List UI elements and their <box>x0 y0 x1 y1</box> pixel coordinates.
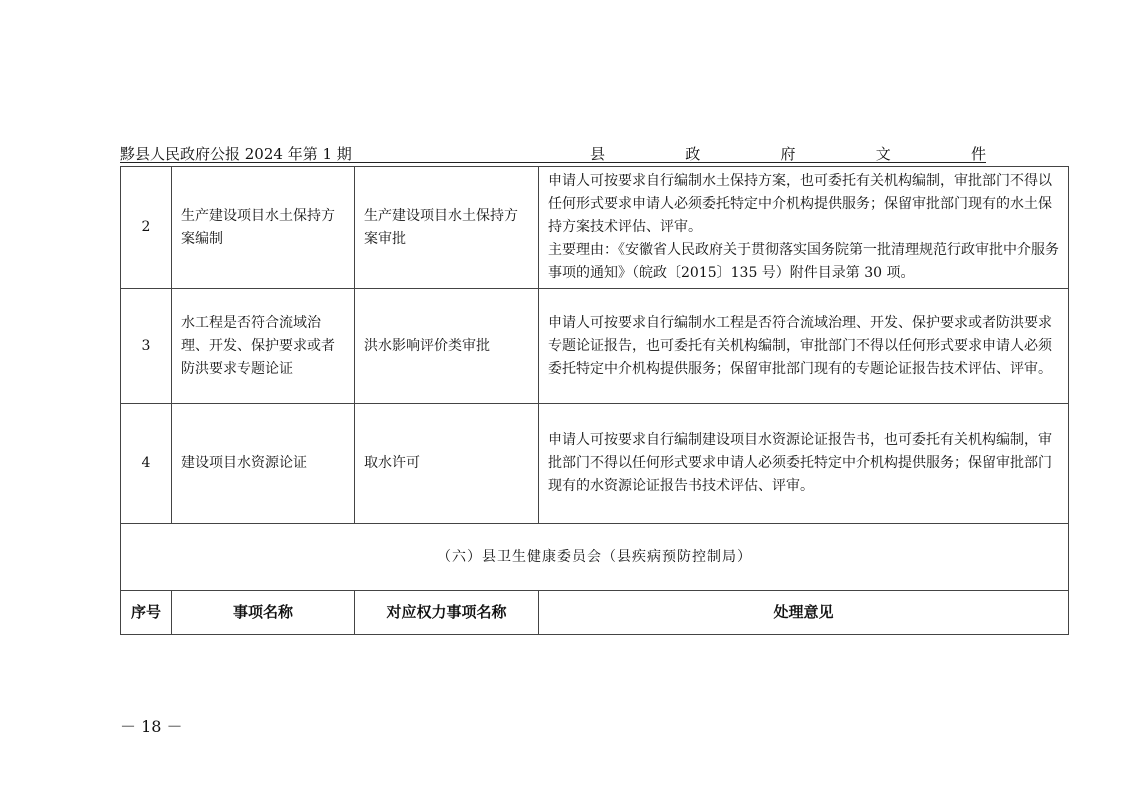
page-number: － 18 － <box>120 717 183 736</box>
header-item-name: 事项名称 <box>172 591 355 635</box>
table-header-row <box>121 591 1069 635</box>
opinion-cell <box>539 289 1069 404</box>
page-header-doc-type <box>590 143 986 164</box>
section-title-row <box>121 524 1069 591</box>
row-number: 2 <box>121 167 172 289</box>
row-number: 3 <box>121 289 172 404</box>
table-row <box>121 289 1069 404</box>
header-divider <box>120 162 986 163</box>
opinion-cell <box>539 167 1069 289</box>
intermediary-services-table <box>120 166 1069 635</box>
page-header-title: 黟县人民政府公报 2024 年第 1 期 <box>120 145 352 163</box>
header-number: 序号 <box>121 591 172 635</box>
row-number: 4 <box>121 404 172 524</box>
power-item-cell: 生产建设项目水土保持方案审批 <box>355 167 539 289</box>
header-char: 县 <box>590 145 606 163</box>
item-name-cell: 生产建设项目水土保持方案编制 <box>172 167 355 289</box>
item-name-cell: 水工程是否符合流域治理、开发、保护要求或者防洪要求专题论证 <box>172 289 355 404</box>
header-char: 政 <box>685 145 701 163</box>
opinion-paragraph: 申请人可按要求自行编制建设项目水资源论证报告书，也可委托有关机构编制，审批部门不得以任何形式要求申请人必须委托特定中介机构提供服务；保留审批部门现有的水资源论证报告书技术评估、评审。 <box>548 432 1052 494</box>
power-item-cell: 洪水影响评价类审批 <box>355 289 539 404</box>
table-row <box>121 167 1069 289</box>
opinion-reason-paragraph: 主要理由：《安徽省人民政府关于贯彻落实国务院第一批清理规范行政审批中介服务事项的通知》（皖政〔2015〕135 号）附件目录第 30 项。 <box>548 242 1059 281</box>
opinion-paragraph: 申请人可按要求自行编制水土保持方案，也可委托有关机构编制，审批部门不得以任何形式要求申请人必须委托特定中介机构提供服务；保留审批部门现有的水土保持方案技术评估、评审。 <box>548 173 1052 235</box>
header-char: 件 <box>970 145 986 163</box>
power-item-cell: 取水许可 <box>355 404 539 524</box>
header-power-item: 对应权力事项名称 <box>355 591 539 635</box>
opinion-paragraph: 申请人可按要求自行编制水工程是否符合流域治理、开发、保护要求或者防洪要求专题论证报告，也可委托有关机构编制，审批部门不得以任何形式要求申请人必须委托特定中介机构提供服务；保留审批部门现有的专题论证报告技术评估、评审。 <box>548 314 1052 377</box>
header-char: 府 <box>780 145 796 163</box>
opinion-cell <box>539 404 1069 524</box>
header-opinion: 处理意见 <box>539 591 1069 635</box>
table-row <box>121 404 1069 524</box>
item-name-cell: 建设项目水资源论证 <box>172 404 355 524</box>
header-char: 文 <box>875 145 891 163</box>
section-title: （六）县卫生健康委员会（县疾病预防控制局） <box>121 524 1069 591</box>
